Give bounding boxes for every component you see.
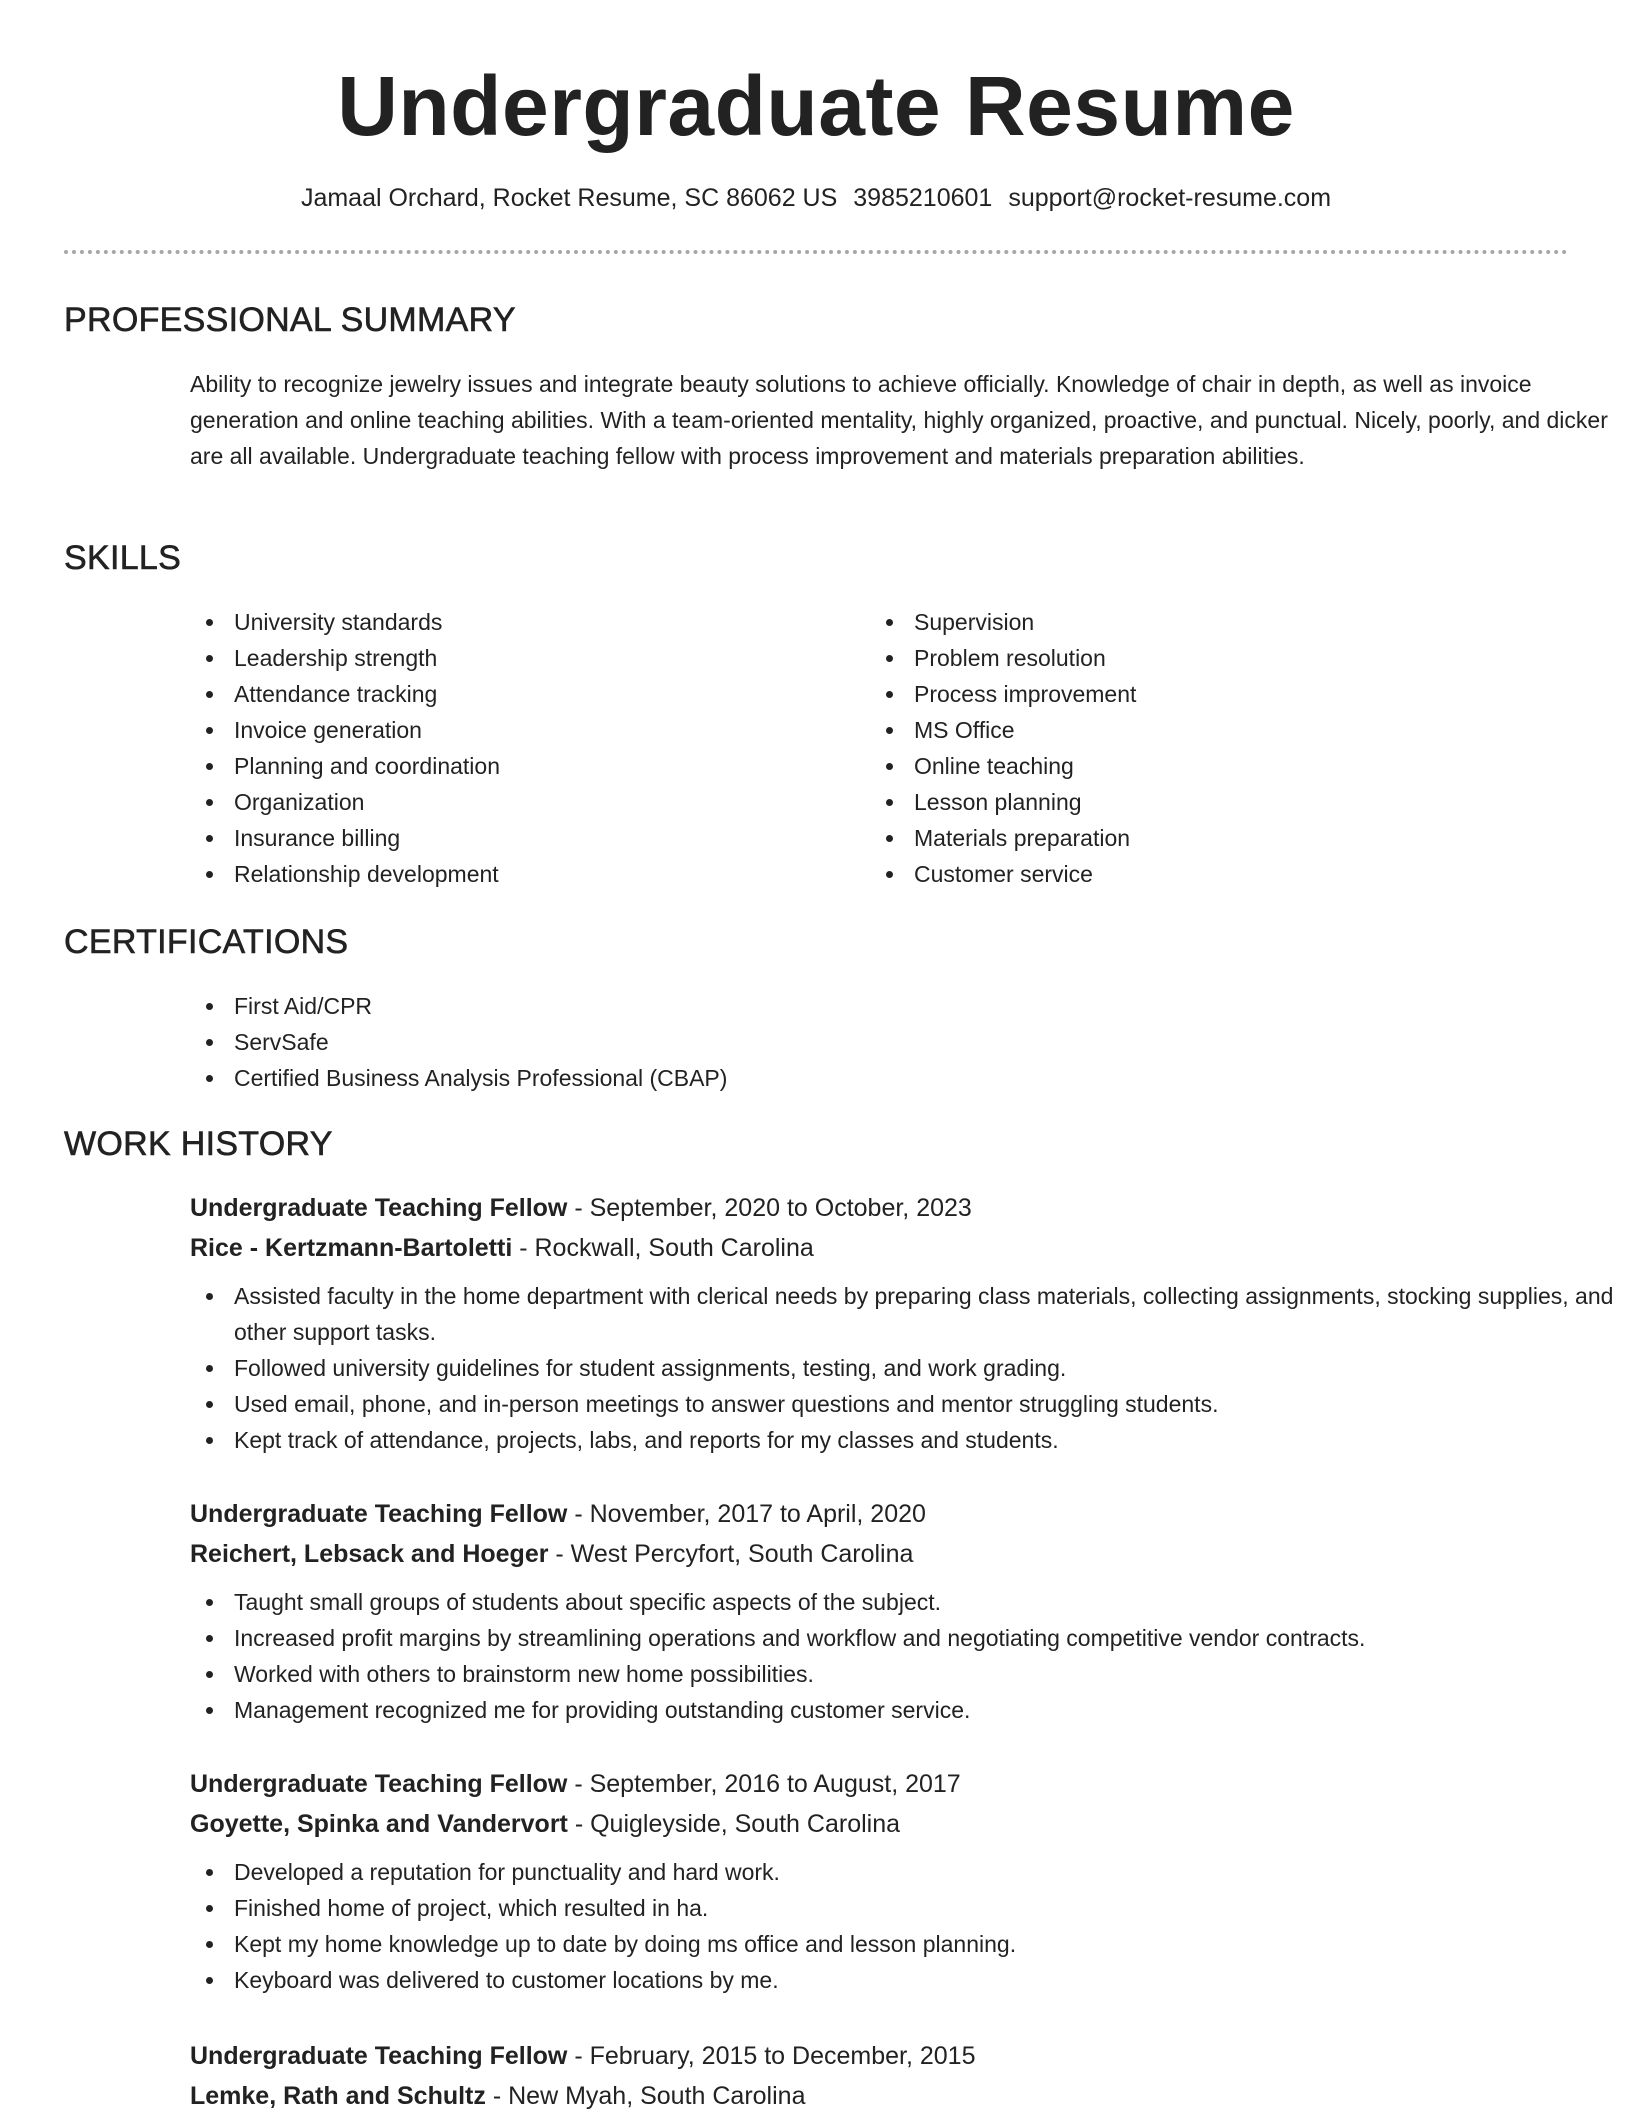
job-company: Goyette, Spinka and Vandervort (190, 1810, 568, 1838)
job-bullets (190, 1584, 1630, 1728)
job-location: - Quigleyside, South Carolina (567, 1810, 901, 1838)
list-item: Invoice generation (190, 712, 500, 748)
job-dates: - September, 2020 to October, 2023 (567, 1194, 972, 1222)
job-dates: - February, 2015 to December, 2015 (567, 2042, 976, 2070)
job-company: Lemke, Rath and Schultz (190, 2082, 486, 2110)
list-item: MS Office (870, 712, 1136, 748)
skills-list-left (190, 604, 500, 892)
list-item: Taught small groups of students about specific aspects of the subject. (190, 1584, 1630, 1620)
header-divider (64, 250, 1568, 254)
list-item: Management recognized me for providing outstanding customer service. (190, 1692, 1630, 1728)
job-location: - Rockwall, South Carolina (512, 1234, 814, 1262)
job-company: Rice - Kertzmann-Bartoletti (190, 1234, 513, 1262)
contact-address: Jamaal Orchard, Rocket Resume, SC 86062 US (300, 184, 838, 212)
job-entry (190, 1494, 1630, 1728)
contact-email[interactable]: support@rocket-resume.com (1008, 184, 1332, 212)
job-company-line (190, 2076, 1630, 2116)
job-entry (190, 1764, 1630, 1998)
job-bullets (190, 1278, 1630, 1458)
list-item: Attendance tracking (190, 676, 500, 712)
list-item: Online teaching (870, 748, 1136, 784)
job-company-line (190, 1228, 1630, 1268)
certifications-block (190, 988, 727, 1096)
job-title: Undergraduate Teaching Fellow (190, 1770, 568, 1798)
job-title: Undergraduate Teaching Fellow (190, 2042, 568, 2070)
skills-column-right (870, 604, 1136, 892)
job-title-line (190, 2036, 1630, 2076)
list-item: Organization (190, 784, 500, 820)
list-item: Kept track of attendance, projects, labs, and reports for my classes and students. (190, 1422, 1630, 1458)
list-item: Relationship development (190, 856, 500, 892)
job-entry (190, 1188, 1630, 1458)
list-item: Customer service (870, 856, 1136, 892)
list-item: Supervision (870, 604, 1136, 640)
job-title-line (190, 1494, 1630, 1534)
job-title: Undergraduate Teaching Fellow (190, 1500, 568, 1528)
job-title: Undergraduate Teaching Fellow (190, 1194, 568, 1222)
list-item: Keyboard was delivered to customer locations by me. (190, 1962, 1630, 1998)
list-item: Assisted faculty in the home department with clerical needs by preparing class materials, collecting assignments, stocking supplies, and other support tasks. (190, 1278, 1630, 1350)
section-title-summary: PROFESSIONAL SUMMARY (64, 301, 516, 339)
contact-line (64, 180, 1568, 216)
job-company: Reichert, Lebsack and Hoeger (190, 1540, 549, 1568)
list-item: Used email, phone, and in-person meetings to answer questions and mentor struggling students. (190, 1386, 1630, 1422)
list-item: Kept my home knowledge up to date by doing ms office and lesson planning. (190, 1926, 1630, 1962)
list-item: Leadership strength (190, 640, 500, 676)
job-location: - West Percyfort, South Carolina (548, 1540, 914, 1568)
job-company-line (190, 1804, 1630, 1844)
job-title-line (190, 1188, 1630, 1228)
list-item: Planning and coordination (190, 748, 500, 784)
job-company-line (190, 1534, 1630, 1574)
list-item: Process improvement (870, 676, 1136, 712)
list-item: Developed a reputation for punctuality and hard work. (190, 1854, 1630, 1890)
section-title-skills: SKILLS (64, 539, 182, 577)
list-item: Followed university guidelines for student assignments, testing, and work grading. (190, 1350, 1630, 1386)
list-item: University standards (190, 604, 500, 640)
job-bullets (190, 1854, 1630, 1998)
list-item: Finished home of project, which resulted in ha. (190, 1890, 1630, 1926)
job-dates: - November, 2017 to April, 2020 (567, 1500, 926, 1528)
job-title-line (190, 1764, 1630, 1804)
job-entry (190, 2036, 1630, 2116)
list-item: Problem resolution (870, 640, 1136, 676)
resume-title: Undergraduate Resume (337, 59, 1295, 153)
summary-text: Ability to recognize jewelry issues and integrate beauty solutions to achieve officially. Knowledge of chair in depth, as well as invoice generation and online teaching abilities. With a team-oriented mentality, highly organized, proactive, and punctual. Nicely, poorly, and dicker are all available. Undergraduate teaching fellow with process improvement and materials preparation abilities. (190, 371, 1608, 469)
list-item: Worked with others to brainstorm new home possibilities. (190, 1656, 1630, 1692)
certifications-list (190, 988, 727, 1096)
list-item: ServSafe (190, 1024, 727, 1060)
job-location: - New Myah, South Carolina (485, 2082, 806, 2110)
section-title-certifications: CERTIFICATIONS (64, 923, 349, 961)
list-item: Insurance billing (190, 820, 500, 856)
section-title-work-history: WORK HISTORY (64, 1125, 333, 1163)
skills-column-left (190, 604, 500, 892)
list-item: Increased profit margins by streamlining operations and workflow and negotiating competitive vendor contracts. (190, 1620, 1630, 1656)
job-dates: - September, 2016 to August, 2017 (567, 1770, 961, 1798)
contact-phone: 3985210601 (853, 184, 993, 212)
skills-list-right (870, 604, 1136, 892)
list-item: Certified Business Analysis Professional (CBAP) (190, 1060, 727, 1096)
list-item: First Aid/CPR (190, 988, 727, 1024)
list-item: Lesson planning (870, 784, 1136, 820)
list-item: Materials preparation (870, 820, 1136, 856)
